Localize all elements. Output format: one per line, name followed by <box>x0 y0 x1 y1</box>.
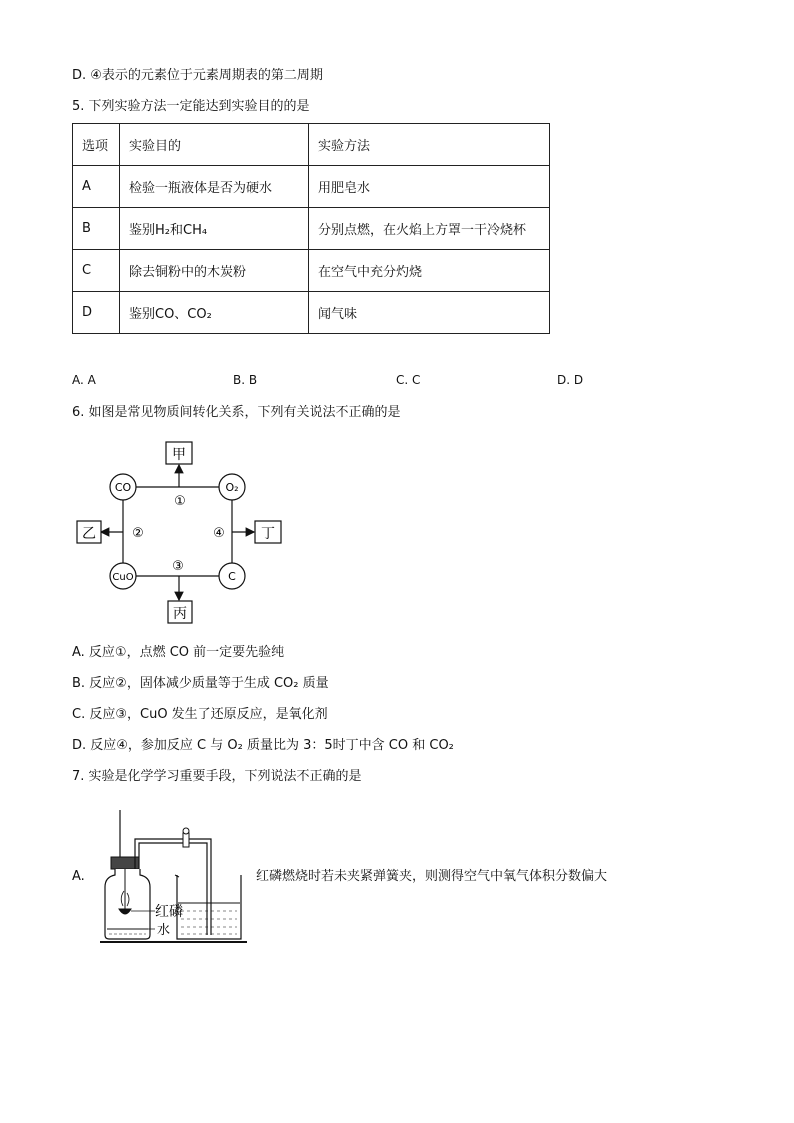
q7-stem: 7. 实验是化学学习重要手段，下列说法不正确的是 <box>72 769 362 784</box>
table-row <box>73 250 550 292</box>
svg-text:丙: 丙 <box>173 606 187 622</box>
row-method: 用肥皂水 <box>309 166 550 208</box>
q6-stem: 6. 如图是常见物质间转化关系，下列有关说法不正确的是 <box>72 405 401 420</box>
label-water: 水 <box>157 923 171 938</box>
q7-option-a-text[interactable]: 红磷燃烧时若未夹紧弹簧夹，则测得空气中氧气体积分数偏大 <box>256 869 608 884</box>
conversion-diagram <box>72 436 302 626</box>
q5-answer-c[interactable]: C. C <box>396 373 421 387</box>
row-method: 在空气中充分灼烧 <box>309 250 550 292</box>
node-c <box>219 563 245 589</box>
reaction-2-label: ② <box>132 526 144 541</box>
q5-answer-b[interactable]: B. B <box>233 373 258 387</box>
svg-text:CO: CO <box>114 481 132 494</box>
node-o2 <box>219 474 245 500</box>
q5-answer-d[interactable]: D. D <box>557 373 584 387</box>
row-method: 闻气味 <box>309 292 550 334</box>
q5-stem: 5. 下列实验方法一定能达到实验目的的是 <box>72 99 310 114</box>
header-option: 选项 <box>73 124 120 166</box>
header-method: 实验方法 <box>309 124 550 166</box>
row-option: D <box>73 292 120 334</box>
row-goal: 鉴别H₂和CH₄ <box>120 208 309 250</box>
row-option: C <box>73 250 120 292</box>
svg-text:C: C <box>228 570 236 583</box>
header-goal: 实验目的 <box>120 124 309 166</box>
table-row <box>73 166 550 208</box>
q5-answer-a[interactable]: A. A <box>72 373 96 387</box>
q7-option-a-letter[interactable]: A. <box>72 869 85 884</box>
q4-option-d: D. ④表示的元素位于元素周期表的第二周期 <box>72 68 323 83</box>
reaction-1-label: ① <box>174 494 186 509</box>
product-bing <box>168 601 192 623</box>
reaction-4-label: ④ <box>213 526 225 541</box>
table-row <box>73 208 550 250</box>
table-row <box>73 292 550 334</box>
q6-option-c[interactable]: C. 反应③，CuO 发生了还原反应，是氧化剂 <box>72 707 328 722</box>
svg-text:甲: 甲 <box>172 447 186 463</box>
row-option: B <box>73 208 120 250</box>
row-method: 分别点燃，在火焰上方罩一干冷烧杯 <box>309 208 550 250</box>
product-yi <box>77 521 101 543</box>
svg-text:乙: 乙 <box>82 526 96 542</box>
node-co <box>110 474 136 500</box>
product-jia <box>166 442 192 464</box>
node-cuo <box>110 563 136 589</box>
svg-text:O₂: O₂ <box>225 481 239 494</box>
product-ding <box>255 521 281 543</box>
q6-option-d[interactable]: D. 反应④，参加反应 C 与 O₂ 质量比为 3：5时丁中含 CO 和 CO₂ <box>72 738 454 753</box>
row-goal: 鉴别CO、CO₂ <box>120 292 309 334</box>
phosphorus-apparatus <box>95 805 255 945</box>
svg-text:CuO: CuO <box>112 572 134 583</box>
row-goal: 检验一瓶液体是否为硬水 <box>120 166 309 208</box>
q5-table <box>72 123 550 334</box>
row-option: A <box>73 166 120 208</box>
table-header-row <box>73 124 550 166</box>
label-phosphorus: 红磷 <box>155 904 183 920</box>
row-goal: 除去铜粉中的木炭粉 <box>120 250 309 292</box>
q6-option-b[interactable]: B. 反应②，固体减少质量等于生成 CO₂ 质量 <box>72 676 329 691</box>
svg-text:丁: 丁 <box>261 526 275 542</box>
reaction-3-label: ③ <box>172 559 184 574</box>
q6-option-a[interactable]: A. 反应①，点燃 CO 前一定要先验纯 <box>72 645 285 660</box>
